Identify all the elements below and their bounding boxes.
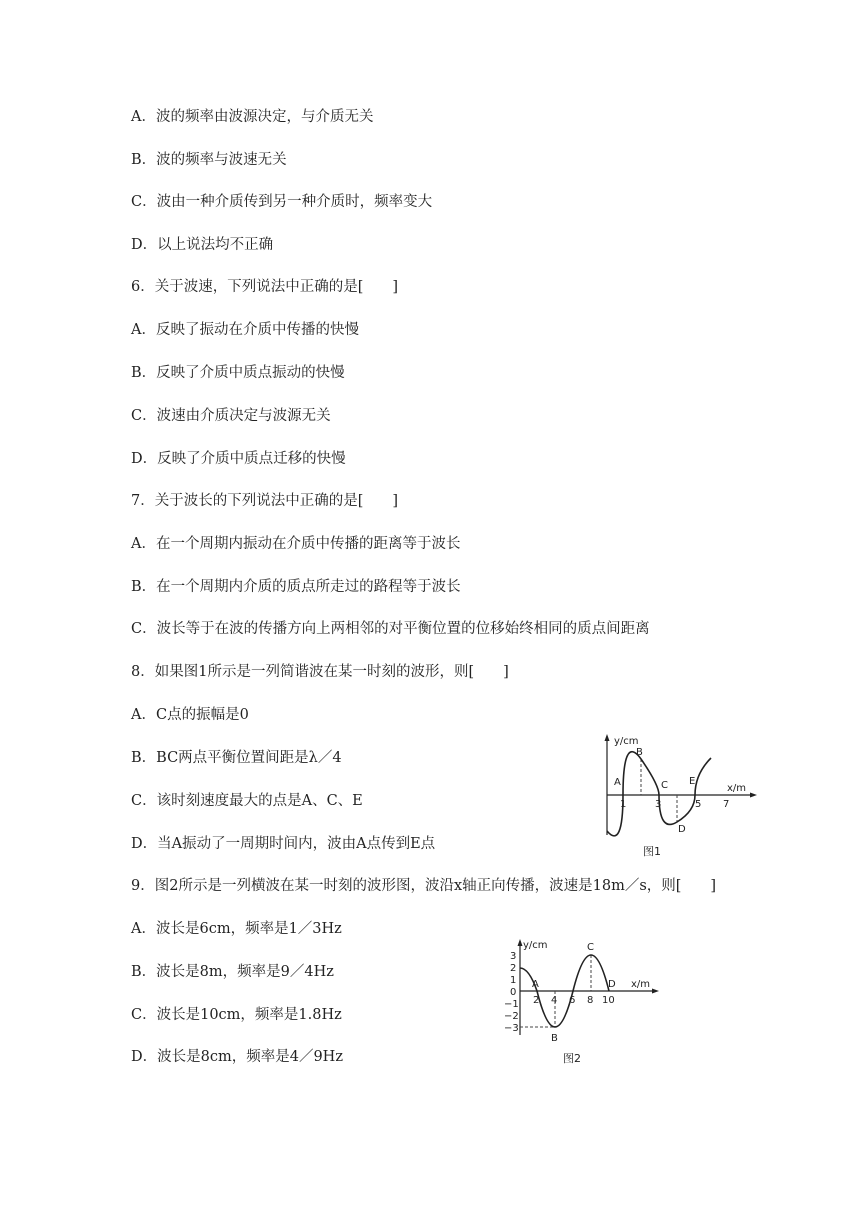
- option-9a: A．波长是6cm，频率是1／3Hz: [131, 921, 342, 937]
- fig2-xtick-6: 6: [569, 995, 576, 1006]
- fig2-ytick-0: 0: [510, 987, 517, 998]
- option-6d: D．反映了介质中质点迁移的快慢: [131, 451, 346, 467]
- fig1-y-arrow: [605, 734, 610, 741]
- question-8: 8．如果图1所示是一列简谐波在某一时刻的波形，则[ ]: [131, 664, 509, 680]
- fig1-tick-1: 1: [620, 799, 627, 810]
- fig1-caption: 图1: [643, 845, 661, 858]
- fig1-x-arrow: [750, 793, 757, 798]
- question-6: 6．关于波速，下列说法中正确的是[ ]: [131, 279, 399, 295]
- fig1-point-b: B: [636, 747, 643, 758]
- fig2-ytick-neg3: −3: [504, 1023, 519, 1034]
- option-7b: B．在一个周期内介质的质点所走过的路程等于波长: [131, 579, 461, 595]
- option-8d: D．当A振动了一周期时间内，波由A点传到E点: [131, 836, 436, 852]
- option-8c: C．该时刻速度最大的点是A、C、E: [131, 793, 363, 809]
- option-9d: D．波长是8cm，频率是4／9Hz: [131, 1049, 343, 1065]
- option-9c: C．波长是10cm，频率是1.8Hz: [131, 1007, 342, 1023]
- fig1-point-d: D: [678, 824, 686, 835]
- fig2-point-d: D: [608, 979, 616, 990]
- fig2-point-c: C: [587, 942, 594, 953]
- fig2-ytick-neg2: −2: [504, 1011, 519, 1022]
- fig1-point-a: A: [614, 777, 621, 788]
- fig2-caption: 图2: [563, 1052, 581, 1065]
- fig2-x-arrow: [652, 989, 659, 994]
- option-6b: B．反映了介质中质点振动的快慢: [131, 365, 345, 381]
- fig2-point-a: A: [532, 979, 539, 990]
- option-7a: A．在一个周期内振动在介质中传播的距离等于波长: [131, 536, 461, 552]
- option-5b: B．波的频率与波速无关: [131, 152, 287, 168]
- option-5a: A．波的频率由波源决定，与介质无关: [131, 109, 374, 125]
- fig1-point-e: E: [689, 776, 696, 787]
- fig1-point-c: C: [661, 780, 668, 791]
- option-6a: A．反映了振动在介质中传播的快慢: [131, 322, 359, 338]
- option-9b: B．波长是8m，频率是9／4Hz: [131, 964, 334, 980]
- option-8a: A．C点的振幅是0: [131, 707, 249, 723]
- fig2-ytick-neg1: −1: [504, 999, 519, 1010]
- option-6c: C．波速由介质决定与波源无关: [131, 408, 331, 424]
- figure-2: [495, 935, 665, 1070]
- fig2-ytick-1: 1: [510, 975, 517, 986]
- fig2-point-b: B: [551, 1033, 558, 1044]
- fig2-xtick-4: 4: [551, 995, 558, 1006]
- fig1-x-label: x/m: [727, 783, 747, 794]
- fig1-tick-7: 7: [723, 799, 730, 810]
- fig2-ytick-2: 2: [510, 963, 517, 974]
- option-5d: D．以上说法均不正确: [131, 237, 274, 253]
- fig2-xtick-2: 2: [533, 995, 540, 1006]
- option-7c: C．波长等于在波的传播方向上两相邻的对平衡位置的位移始终相同的质点间距离: [131, 621, 650, 637]
- question-9: 9．图2所示是一列横波在某一时刻的波形图，波沿x轴正向传播，波速是18m／s，则[ ]: [131, 878, 717, 894]
- option-5c: C．波由一种介质传到另一种介质时，频率变大: [131, 194, 433, 210]
- fig1-y-label: y/cm: [614, 736, 639, 747]
- fig2-xtick-8: 8: [587, 995, 594, 1006]
- fig2-xtick-10: 10: [602, 995, 615, 1006]
- fig2-ytick-3: 3: [510, 951, 517, 962]
- option-8b: B．BC两点平衡位置间距是λ／4: [131, 750, 342, 766]
- fig1-tick-5: 5: [695, 799, 702, 810]
- fig1-wave-curve: [607, 752, 711, 836]
- fig2-x-label: x/m: [631, 979, 651, 990]
- question-7: 7．关于波长的下列说法中正确的是[ ]: [131, 493, 399, 509]
- fig2-y-label: y/cm: [523, 940, 548, 951]
- figure-1: [595, 730, 760, 862]
- fig1-tick-3: 3: [655, 799, 662, 810]
- fig2-y-arrow: [518, 939, 523, 946]
